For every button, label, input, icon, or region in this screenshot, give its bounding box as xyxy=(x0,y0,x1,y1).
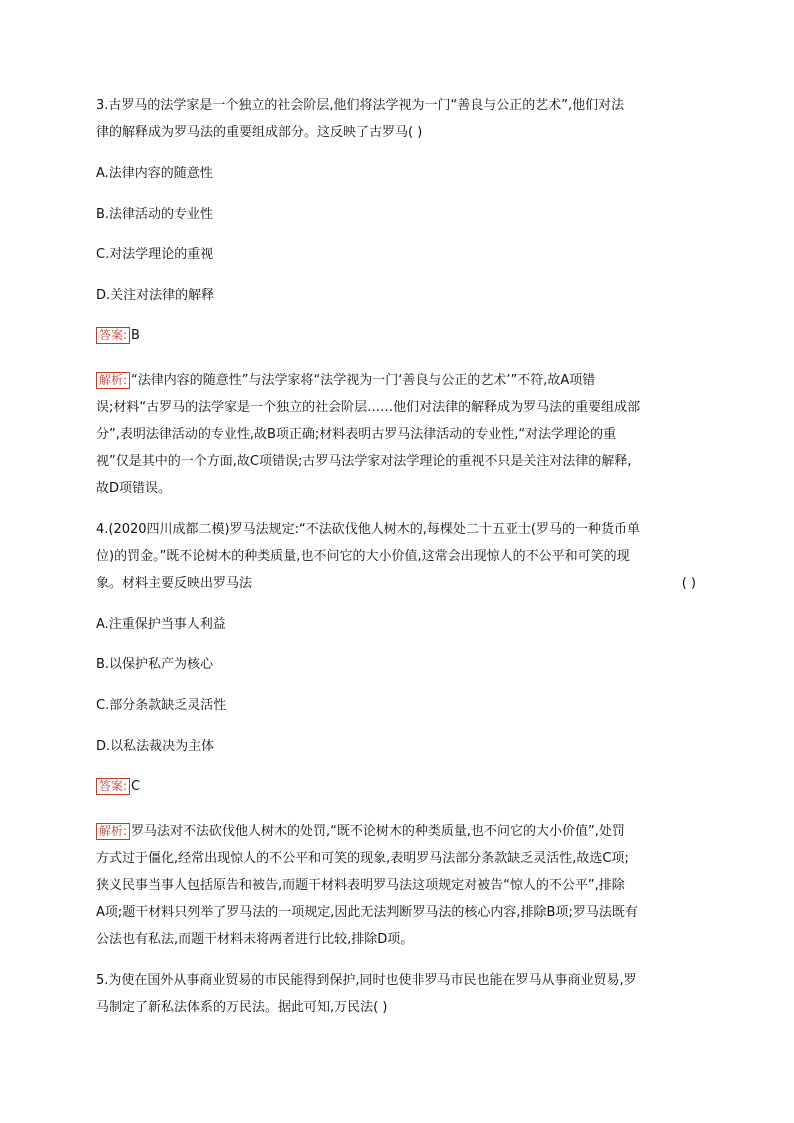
analysis-line: 狭义民事当事人包括原告和被告,而题干材料表明罗马法这项规定对被告“惊人的不公平”,排除 xyxy=(96,878,625,893)
analysis-line: 分”,表明法律活动的专业性,故B项正确;材料表明古罗马法律活动的专业性,“对法学理论的重 xyxy=(96,427,617,442)
question-stem-line: 位)的罚金。”既不论树木的种类质量,也不问它的大小价值,这常会出现惊人的不公平和可笑的现 xyxy=(96,549,630,564)
q3-option-c: C.对法学理论的重视 xyxy=(96,247,214,262)
q3-option-a: A.法律内容的随意性 xyxy=(96,166,213,181)
analysis-line: 视”仅是其中的一个方面,故C项错误;古罗马法学家对法学理论的重视不只是关注对法律的解释, xyxy=(96,454,632,469)
analysis-line: 故D项错误。 xyxy=(96,481,172,496)
q3-answer xyxy=(96,327,140,345)
q3-option-d: D.关注对法律的解释 xyxy=(96,288,215,303)
answer-tag: 答案: xyxy=(96,327,130,344)
analysis-line: 方式过于僵化,经常出现惊人的不公平和可笑的现象,表明罗马法部分条款缺乏灵活性,故选C项; xyxy=(96,851,629,866)
q4-answer xyxy=(96,778,140,796)
question-stem-line: 3.古罗马的法学家是一个独立的社会阶层,他们将法学视为一门“善良与公正的艺术”,他们对法 xyxy=(96,98,625,113)
question-stem-line: 律的解释成为罗马法的重要组成部分。这反映了古罗马( ) xyxy=(96,125,423,140)
q4-option-c: C.部分条款缺乏灵活性 xyxy=(96,698,227,713)
analysis-line: 解析: “法律内容的随意性”与法学家将“法学视为一门‘善良与公正的艺术’”不符,故A项错 xyxy=(96,367,696,394)
q4-option-a: A.注重保护当事人利益 xyxy=(96,617,226,632)
question-stem-line: 4.(2020四川成都二模)罗马法规定:“不法砍伐他人树木的,每棵处二十五亚士(罗马的一种货币单 xyxy=(96,522,640,537)
analysis-line: 公法也有私法,而题干材料未将两者进行比较,排除D项。 xyxy=(96,932,414,947)
answer-bracket: ( ) xyxy=(681,576,696,591)
answer-tag: 答案: xyxy=(96,778,130,795)
question-5-stem xyxy=(96,967,696,1021)
answer-value: C xyxy=(131,779,141,794)
question-stem-line: 5.为使在国外从事商业贸易的市民能得到保护,同时也使非罗马市民也能在罗马从事商业贸易,罗 xyxy=(96,973,637,988)
answer-value: B xyxy=(131,328,140,343)
analysis-tag: 解析: xyxy=(96,823,130,840)
question-stem-line: 象。材料主要反映出罗马法 ( ) xyxy=(96,570,696,597)
q4-analysis xyxy=(96,818,696,953)
analysis-line: A项;题干材料只列举了罗马法的一项规定,因此无法判断罗马法的核心内容,排除B项;罗马法既有 xyxy=(96,905,638,920)
analysis-line: 解析: 罗马法对不法砍伐他人树木的处罚,“既不论树木的种类质量,也不问它的大小价值”,处罚 xyxy=(96,818,696,845)
q4-option-b: B.以保护私产为核心 xyxy=(96,657,214,672)
question-3-stem xyxy=(96,92,696,146)
analysis-line: 误;材料“古罗马的法学家是一个独立的社会阶层……他们对法律的解释成为罗马法的重要组成部 xyxy=(96,400,641,415)
question-stem-line: 马制定了新私法体系的万民法。据此可知,万民法( ) xyxy=(96,1000,388,1015)
q3-analysis xyxy=(96,367,696,502)
q3-option-b: B.法律活动的专业性 xyxy=(96,207,214,222)
q4-option-d: D.以私法裁决为主体 xyxy=(96,739,215,754)
question-4-stem xyxy=(96,516,696,597)
analysis-tag: 解析: xyxy=(96,372,130,389)
